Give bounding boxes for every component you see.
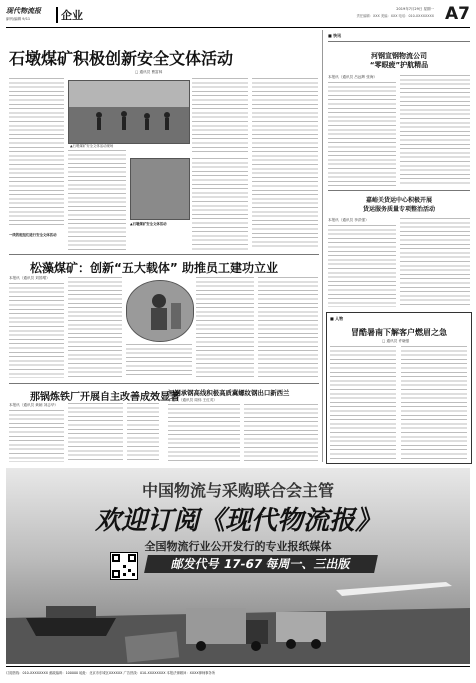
bottom-left-article-title: 那锅炼铁厂开展自主改善成效显著 bbox=[30, 392, 180, 403]
section-name: 企业 bbox=[56, 7, 83, 23]
side-item2-text-col2 bbox=[400, 218, 470, 307]
lead-article-text-col3 bbox=[192, 78, 248, 153]
masthead bbox=[6, 5, 470, 28]
bottom-mid-article-byline: 本报讯（通讯员 周伟 王红英） bbox=[168, 398, 218, 402]
qr-code-icon bbox=[110, 552, 138, 580]
side-item2-title: 嘉峪关货运中心积极开展 货运服务质量专项整治活动 bbox=[362, 197, 435, 213]
side-feature-box bbox=[326, 312, 472, 464]
edition-info: 副刊/编辑 9/11 bbox=[6, 17, 31, 21]
lead-article-photo bbox=[68, 80, 190, 144]
bottom-mid-text-col1 bbox=[168, 404, 240, 462]
lead-sub-heading-1: 一线的班组们进行安全文体活动 bbox=[9, 233, 57, 237]
bottom-mid-text-col2 bbox=[244, 404, 318, 462]
side-feature-text-col2 bbox=[401, 346, 467, 459]
middle-article-title: 松藻煤矿：创新“五大载体” 助推员工建功立业 bbox=[30, 261, 278, 275]
side-feature-text-col1 bbox=[330, 346, 396, 459]
lead-sub-heading-2: ▲石墩煤矿安全文体活动 bbox=[130, 222, 167, 226]
ad-main-line: 欢迎订阅《现代物流报》 bbox=[94, 506, 381, 536]
middle-article-byline: 本报讯（通讯员 刘国增） bbox=[9, 276, 50, 280]
bottom-left-text-col2 bbox=[68, 403, 123, 462]
side-item1-text-col2 bbox=[400, 75, 470, 186]
bottom-left-article-byline: 本报讯（通讯员 黄朝 刘志华） bbox=[9, 403, 59, 407]
side-tag-rule bbox=[328, 41, 470, 42]
lead-article-byline: □ 通讯员 曹富林 bbox=[135, 70, 163, 74]
middle-article-text-under-photo bbox=[126, 344, 192, 378]
side-divider-1 bbox=[328, 190, 470, 191]
ad-logistics-scene-icon bbox=[6, 578, 470, 664]
middle-article-text-col2 bbox=[68, 277, 122, 378]
bottom-left-text-col1 bbox=[9, 410, 64, 462]
side-news-tag: ■ 快讯 bbox=[328, 33, 342, 38]
ad-top-line: 中国物流与采购联合会主管 bbox=[141, 481, 334, 500]
side-item1-byline: 本报讯（通讯员 吕远辉 张海） bbox=[328, 75, 378, 79]
middle-article-text-col1 bbox=[9, 283, 64, 378]
editor-line: 责任编辑：XXX 美编：XXX 电话：010-XXXXXXXX bbox=[356, 14, 434, 18]
ad-sub-line: 全国物流行业公开发行的专业报纸媒体 bbox=[144, 540, 332, 553]
middle-article-photo bbox=[126, 280, 194, 342]
ad-postal-code: 邮发代号 17-67 每周一、三出版 bbox=[144, 555, 378, 573]
side-feature-byline: □ 通讯员 许晓强 bbox=[382, 339, 410, 343]
lead-article-text-col1 bbox=[9, 78, 64, 228]
page-footer: 订阅热线：010-XXXXXXXX 邮政编码：100000 地址：北京市东城区XXXXXX 广告热线：010-XXXXXXXX 本报法律顾问：XXXX律师事务所 bbox=[6, 666, 470, 679]
bottom-left-text-col3 bbox=[127, 403, 159, 462]
subscription-ad bbox=[6, 468, 470, 664]
side-feature-tag: ■ 人物 bbox=[330, 316, 344, 321]
bottom-mid-article-title: 河钢承钢高线积极高质冀螺纹钢出口新西兰 bbox=[168, 389, 290, 397]
side-item2-byline: 本报讯（通讯员 李洪强） bbox=[328, 218, 369, 222]
page-number: A7 bbox=[445, 4, 470, 24]
lead-article-photo-2 bbox=[130, 158, 190, 220]
lead-photo-scene-icon bbox=[69, 81, 189, 143]
lead-article-text-col5 bbox=[252, 78, 318, 250]
date-line: 2019年7月29日 星期一 bbox=[396, 7, 434, 11]
lead-article-title: 石墩煤矿积极创新安全文体活动 bbox=[9, 49, 234, 68]
lead-article-text-col4 bbox=[192, 158, 248, 250]
middle-article-text-col4 bbox=[258, 277, 318, 378]
section-divider-2 bbox=[9, 383, 319, 384]
middle-article-text-col3 bbox=[196, 277, 254, 378]
section-divider-1 bbox=[9, 254, 319, 255]
side-item2-text-col1 bbox=[328, 225, 396, 307]
lead-photo-caption: ▲石墩煤矿安全文体活动现场 bbox=[70, 144, 114, 148]
side-feature-title: 冒酷暑南下解客户燃眉之急 bbox=[351, 328, 447, 337]
side-item1-title: 河钢宣钢物流公司 “零眼疲”护航精品 bbox=[369, 52, 429, 69]
lead-article-text-col2 bbox=[68, 150, 126, 250]
middle-photo-worker-icon bbox=[127, 281, 193, 341]
paper-name: 现代物流报 bbox=[6, 6, 41, 15]
side-item1-text-col1 bbox=[328, 82, 396, 186]
column-divider bbox=[322, 30, 323, 462]
